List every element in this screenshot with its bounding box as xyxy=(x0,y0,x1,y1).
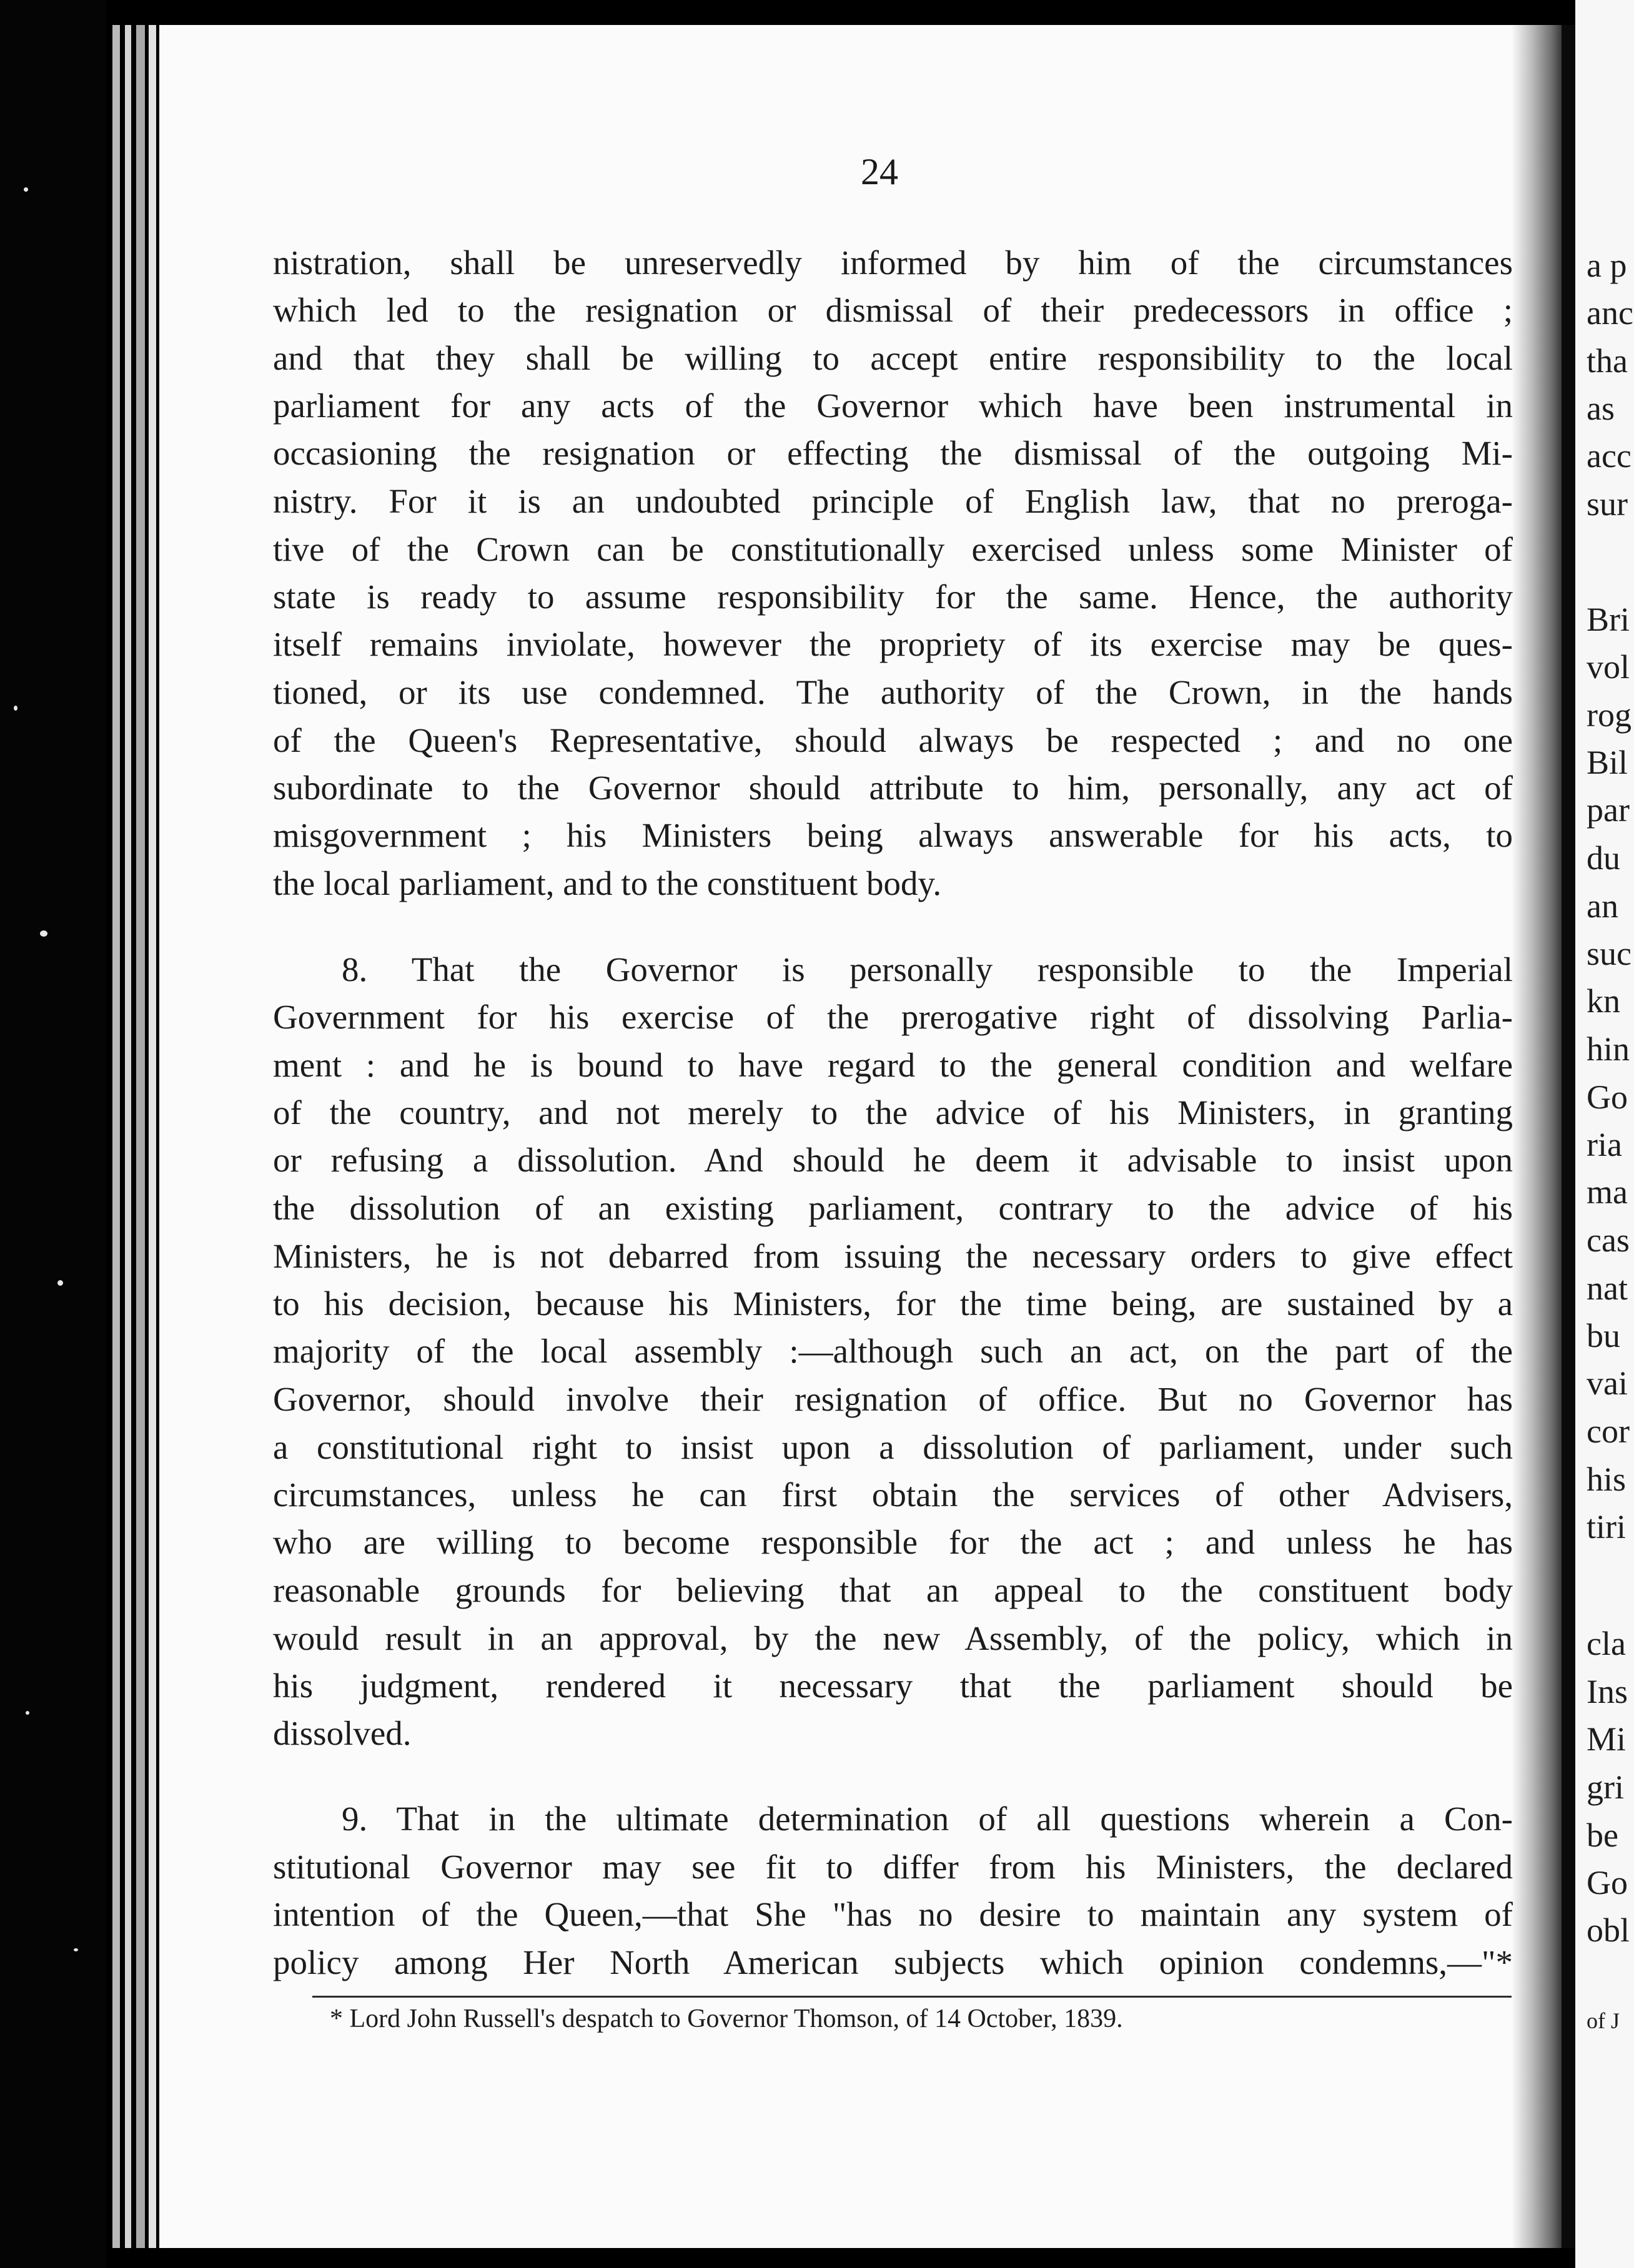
facing-page-fragment: vol xyxy=(1587,648,1630,686)
page-edge xyxy=(112,25,120,2248)
text-line: Governor, should involve their resignation of office. But no Governor has xyxy=(273,1380,1513,1418)
facing-page-fragment: Ins xyxy=(1587,1673,1628,1710)
text-line: Ministers, he is not debarred from issuing the necessary orders to give effect xyxy=(273,1237,1513,1275)
facing-page-fragment: vai xyxy=(1587,1364,1628,1402)
text-line: of the Queen's Representative, should always be respected ; and no one xyxy=(273,721,1513,759)
facing-page-fragment: Mi xyxy=(1587,1720,1627,1758)
text-line: nistration, shall be unreservedly informed by him of the circumstances xyxy=(273,244,1513,282)
scan-speck xyxy=(14,706,17,711)
facing-page xyxy=(1575,0,1634,2268)
facing-page-fragment: anc xyxy=(1587,294,1633,332)
text-line: and that they shall be willing to accept entire responsibility to the local xyxy=(273,339,1513,377)
facing-page-fragment: rog xyxy=(1587,696,1632,734)
footnote: * Lord John Russell's despatch to Governor Thomson, of 14 October, 1839. xyxy=(330,2004,1123,2033)
page-edge xyxy=(125,25,131,2248)
text-line: policy among Her North American subjects which opinion condemns,—"* xyxy=(273,1943,1513,1981)
facing-page-fragment: tha xyxy=(1587,342,1628,380)
facing-page-fragment: suc xyxy=(1587,935,1632,972)
facing-page-fragment: a p xyxy=(1587,247,1627,284)
facing-page-fragment: kn xyxy=(1587,982,1620,1020)
scan-speck xyxy=(74,1948,78,1951)
text-line: dissolved. xyxy=(273,1714,412,1752)
facing-page-fragment: obl xyxy=(1587,1911,1630,1949)
text-line: the local parliament, and to the constituent body. xyxy=(273,864,942,902)
facing-page-fragment: gri xyxy=(1587,1768,1624,1806)
facing-page-fragment: acc xyxy=(1587,437,1632,475)
facing-page-fragment: hin xyxy=(1587,1030,1630,1068)
paragraph-9-start: 9. That in the ultimate determination of all questions wherein a Con- xyxy=(342,1800,1513,1838)
scan-speck xyxy=(26,1711,29,1715)
text-line: circumstances, unless he can first obtain the services of other Advisers, xyxy=(273,1476,1513,1514)
facing-page-fragment: Go xyxy=(1587,1864,1628,1901)
text-line: the dissolution of an existing parliament, contrary to the advice of his xyxy=(273,1189,1513,1227)
text-line: itself remains inviolate, however the propriety of its exercise may be ques- xyxy=(273,625,1513,663)
text-line: to his decision, because his Ministers, for the time being, are sustained by a xyxy=(273,1284,1513,1323)
text-line: majority of the local assembly :—although such an act, on the part of the xyxy=(273,1332,1513,1370)
text-line: parliament for any acts of the Governor which have been instrumental in xyxy=(273,387,1513,425)
scan-speck xyxy=(24,187,28,192)
scan-speck xyxy=(40,930,47,937)
facing-page-fragment: Go xyxy=(1587,1078,1628,1116)
facing-page-fragment: Bil xyxy=(1587,744,1628,781)
text-line: tioned, or its use condemned. The authority of the Crown, in the hands xyxy=(273,673,1513,711)
text-line: Government for his exercise of the prerogative right of dissolving Parlia- xyxy=(273,998,1513,1036)
facing-page-footnote-fragment: of J xyxy=(1587,2008,1620,2033)
text-line: intention of the Queen,—that She "has no desire to maintain any system of xyxy=(273,1895,1513,1933)
facing-page-fragment: tiri xyxy=(1587,1508,1626,1546)
facing-page-fragment: cor xyxy=(1587,1413,1630,1450)
scan-speck xyxy=(57,1280,63,1286)
text-line: state is ready to assume responsibility for the same. Hence, the authority xyxy=(273,578,1513,616)
page-fold xyxy=(1562,25,1575,2248)
facing-page-fragment: par xyxy=(1587,791,1630,829)
facing-page-fragment: ma xyxy=(1587,1173,1628,1211)
text-line: ment : and he is bound to have regard to the general condition and welfare xyxy=(273,1046,1513,1084)
page-edge xyxy=(149,25,156,2248)
facing-page-fragment: cas xyxy=(1587,1221,1630,1259)
facing-page-fragment: cla xyxy=(1587,1625,1626,1662)
text-line: tive of the Crown can be constitutionally exercised unless some Minister of xyxy=(273,530,1513,568)
text-line: of the country, and not merely to the advice of his Ministers, in granting xyxy=(273,1093,1513,1132)
text-line: misgovernment ; his Ministers being always answerable for his acts, to xyxy=(273,816,1513,854)
facing-page-fragment: nat xyxy=(1587,1270,1628,1307)
facing-page-fragment: be xyxy=(1587,1817,1618,1854)
footnote-rule xyxy=(312,1996,1512,1998)
facing-page-fragment: as xyxy=(1587,390,1615,427)
facing-page-fragment: ria xyxy=(1587,1126,1622,1163)
facing-page-fragment: Bri xyxy=(1587,601,1630,638)
text-line: nistry. For it is an undoubted principle of English law, that no preroga- xyxy=(273,482,1513,520)
page-number: 24 xyxy=(861,151,898,192)
scan-border-left xyxy=(0,0,106,2268)
text-line: or refusing a dissolution. And should he deem it advisable to insist upon xyxy=(273,1141,1513,1179)
facing-page-fragment: du xyxy=(1587,839,1620,877)
facing-page-fragment: bu xyxy=(1587,1317,1620,1354)
text-line: a constitutional right to insist upon a dissolution of parliament, under such xyxy=(273,1428,1513,1466)
page-gutter-shadow xyxy=(1512,25,1562,2248)
paragraph-8-start: 8. That the Governor is personally responsible to the Imperial xyxy=(342,950,1513,989)
text-line: who are willing to become responsible for the act ; and unless he has xyxy=(273,1523,1513,1561)
text-line: occasioning the resignation or effecting the dismissal of the outgoing Mi- xyxy=(273,434,1513,472)
facing-page-fragment: his xyxy=(1587,1461,1627,1498)
page-edge xyxy=(136,25,145,2248)
text-line: his judgment, rendered it necessary that the parliament should be xyxy=(273,1667,1513,1705)
facing-page-fragment: an xyxy=(1587,887,1618,925)
text-line: subordinate to the Governor should attribute to him, personally, any act of xyxy=(273,769,1513,807)
text-line: stitutional Governor may see fit to differ from his Ministers, the declared xyxy=(273,1848,1513,1886)
text-line: reasonable grounds for believing that an appeal to the constituent body xyxy=(273,1571,1513,1609)
text-line: would result in an approval, by the new Assembly, of the policy, which in xyxy=(273,1619,1513,1657)
facing-page-fragment: sur xyxy=(1587,485,1628,523)
text-line: which led to the resignation or dismissal of their predecessors in office ; xyxy=(273,291,1513,329)
